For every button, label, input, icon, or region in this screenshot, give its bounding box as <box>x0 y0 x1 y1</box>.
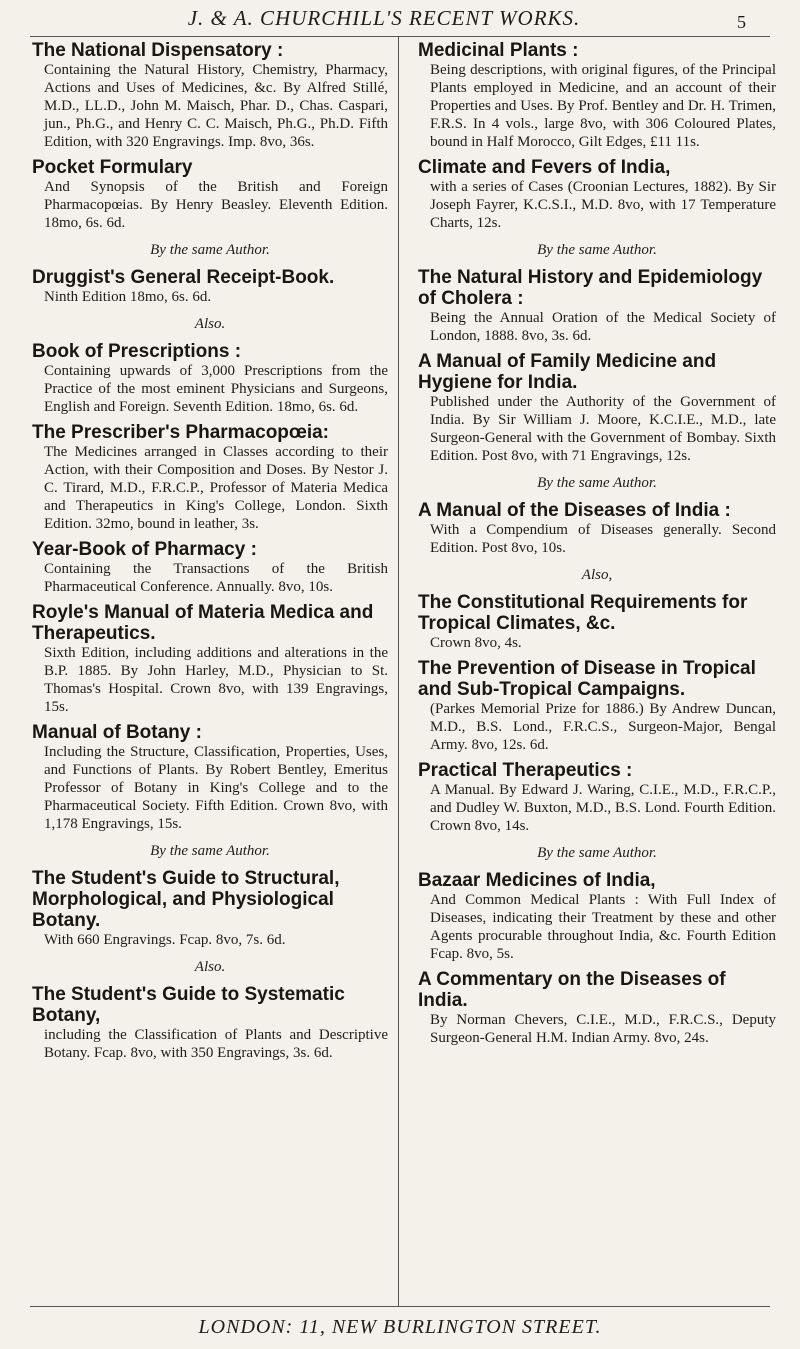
book-description: (Parkes Memorial Prize for 1886.) By Andrew Duncan, M.D., B.S. Lond., F.R.C.S., Surgeon-Major, Bengal Army. 8vo, 12s. 6d. <box>430 701 776 753</box>
book-entry <box>32 868 388 949</box>
book-description: with a series of Cases (Croonian Lectures, 1882). By Sir Joseph Fayrer, K.C.S.I., M.D. 8vo, with 17 Temperature Charts, 12s. <box>430 179 776 231</box>
book-title: The Natural History and Epidemiology of Cholera : <box>418 267 763 309</box>
book-entry <box>418 870 776 963</box>
book-entry <box>32 422 388 533</box>
header-rule <box>30 36 770 37</box>
book-entry <box>32 602 388 716</box>
book-description: Being the Annual Oration of the Medical Society of London, 1888. 8vo, 3s. 6d. <box>430 310 776 344</box>
book-description: Containing upwards of 3,000 Prescriptions from the Practice of the most eminent Physicians and Surgeons, English and Foreign. Seventh Edition. 18mo, 6s. 6d. <box>44 363 388 415</box>
book-description: With a Compendium of Diseases generally. Second Edition. Post 8vo, 10s. <box>430 522 776 556</box>
book-title: Bazaar Medicines of India, <box>418 870 656 891</box>
book-entry <box>418 592 776 652</box>
book-entry <box>418 351 776 465</box>
book-entry <box>418 658 776 754</box>
book-title: The Prescriber's Pharmacopœia: <box>32 422 330 443</box>
footer-rule <box>30 1306 770 1307</box>
byline: By the same Author. <box>150 843 270 859</box>
byline: Also. <box>194 959 226 975</box>
book-title: Pocket Formulary <box>32 157 193 178</box>
book-title: The Student's Guide to Structural, Morphological, and Physiological Botany. <box>32 868 340 931</box>
book-title: Book of Prescriptions : <box>32 341 242 362</box>
book-entry <box>418 40 776 151</box>
book-title: A Commentary on the Diseases of India. <box>418 969 726 1011</box>
byline: By the same Author. <box>537 475 657 491</box>
byline: By the same Author. <box>150 242 270 258</box>
book-title: The Student's Guide to Systematic Botany, <box>32 984 345 1026</box>
book-description: Ninth Edition 18mo, 6s. 6d. <box>44 289 212 305</box>
footer-imprint: LONDON: 11, NEW BURLINGTON STREET. <box>198 1316 602 1338</box>
book-entry <box>32 267 388 306</box>
book-title: Practical Therapeutics : <box>418 760 633 781</box>
book-entry <box>418 267 776 345</box>
book-description: Being descriptions, with original figures, of the Principal Plants employed in Medicine, and an account of their Properties and Uses. By Prof. Bentley and Dr. H. Trimen, F.R.S. In 4 vols., large 8vo, with 306 Coloured Plates, bound in Half Morocco, Gilt Edges, £11 11s. <box>430 62 776 150</box>
book-description: And Synopsis of the British and Foreign Pharmacopœias. By Henry Beasley. Eleventh Edition. 18mo, 6s. 6d. <box>44 179 388 231</box>
left-column <box>32 40 388 1068</box>
book-title: A Manual of the Diseases of India : <box>418 500 731 521</box>
book-title: Climate and Fevers of India, <box>418 157 671 178</box>
book-entry <box>32 157 388 232</box>
byline: Also. <box>194 316 226 332</box>
book-title: Druggist's General Receipt-Book. <box>32 267 335 288</box>
book-description: Including the Structure, Classification, Properties, Uses, and Functions of Plants. By Robert Bentley, Emeritus Professor of Botany in King's College and to the Pharmaceutical Society. Fifth Edition. Crown 8vo, with 1,178 Engravings, 15s. <box>44 744 388 832</box>
book-entry <box>32 40 388 151</box>
book-title: The Prevention of Disease in Tropical and Sub-Tropical Campaigns. <box>418 658 756 700</box>
byline: Also, <box>581 567 613 583</box>
book-title: Manual of Botany : <box>32 722 202 743</box>
book-title: Medicinal Plants : <box>418 40 579 61</box>
book-description: The Medicines arranged in Classes according to their Action, with their Composition and Doses. By Nestor J. C. Tirard, M.D., F.R.C.P., Professor of Materia Medica and Therapeutics in King's College, London. Sixth Edition. 32mo, bound in leather, 3s. <box>44 444 388 532</box>
book-entry <box>418 969 776 1047</box>
book-entry <box>32 984 388 1062</box>
book-description: With 660 Engravings. Fcap. 8vo, 7s. 6d. <box>44 932 286 948</box>
book-title: A Manual of Family Medicine and Hygiene for India. <box>418 351 717 393</box>
column-divider <box>398 36 399 1306</box>
book-title: The Constitutional Requirements for Tropical Climates, &c. <box>418 592 748 634</box>
book-description: By Norman Chevers, C.I.E., M.D., F.R.C.S., Deputy Surgeon-General H.M. Indian Army. 8vo, 24s. <box>430 1012 776 1046</box>
book-title: Year-Book of Pharmacy : <box>32 539 257 560</box>
book-description: including the Classification of Plants and Descriptive Botany. Fcap. 8vo, with 350 Engravings, 3s. 6d. <box>44 1027 388 1061</box>
book-entry <box>32 722 388 833</box>
byline: By the same Author. <box>537 845 657 861</box>
book-title: Royle's Manual of Materia Medica and Therapeutics. <box>32 602 374 644</box>
book-description: Containing the Transactions of the British Pharmaceutical Conference. Annually. 8vo, 10s. <box>44 561 388 595</box>
page-footer <box>0 1306 800 1349</box>
book-entry <box>32 539 388 596</box>
byline: By the same Author. <box>537 242 657 258</box>
book-entry <box>418 760 776 835</box>
book-entry <box>418 500 776 557</box>
book-description: Published under the Authority of the Government of India. By Sir William J. Moore, K.C.I.E., M.D., late Surgeon-General with the Government of Bombay. Sixth Edition. Post 8vo, with 71 Engravings, 12s. <box>430 394 776 464</box>
running-head: J. & A. CHURCHILL'S RECENT WORKS. <box>187 6 581 30</box>
book-description: Sixth Edition, including additions and alterations in the B.P. 1885. By John Harley, M.D., Physician to St. Thomas's Hospital. Crown 8vo, with 139 Engravings, 15s. <box>44 645 388 715</box>
book-title: The National Dispensatory : <box>32 40 284 61</box>
book-entry <box>418 157 776 232</box>
page-header <box>0 0 800 40</box>
book-description: Containing the Natural History, Chemistry, Pharmacy, Actions and Uses of Medicines, &c. By Alfred Stillé, M.D., LL.D., John M. Maisch, Phar. D., Chas. Caspari, jun., Ph.G., and Henry C. C. Maisch, Ph.G., Ph.D. Fifth Edition, with 320 Engravings. Imp. 8vo, 36s. <box>44 62 388 150</box>
book-description: And Common Medical Plants : With Full Index of Diseases, indicating their Treatment by these and other Agents procurable throughout India, &c. Fourth Edition Fcap. 8vo, 5s. <box>430 892 776 962</box>
book-entry <box>32 341 388 416</box>
book-description: Crown 8vo, 4s. <box>430 635 522 651</box>
right-column <box>418 40 776 1053</box>
book-description: A Manual. By Edward J. Waring, C.I.E., M.D., F.R.C.P., and Dudley W. Buxton, M.D., B.S. Lond. Fourth Edition. Crown 8vo, 14s. <box>430 782 776 834</box>
page-number: 5 <box>737 12 746 32</box>
